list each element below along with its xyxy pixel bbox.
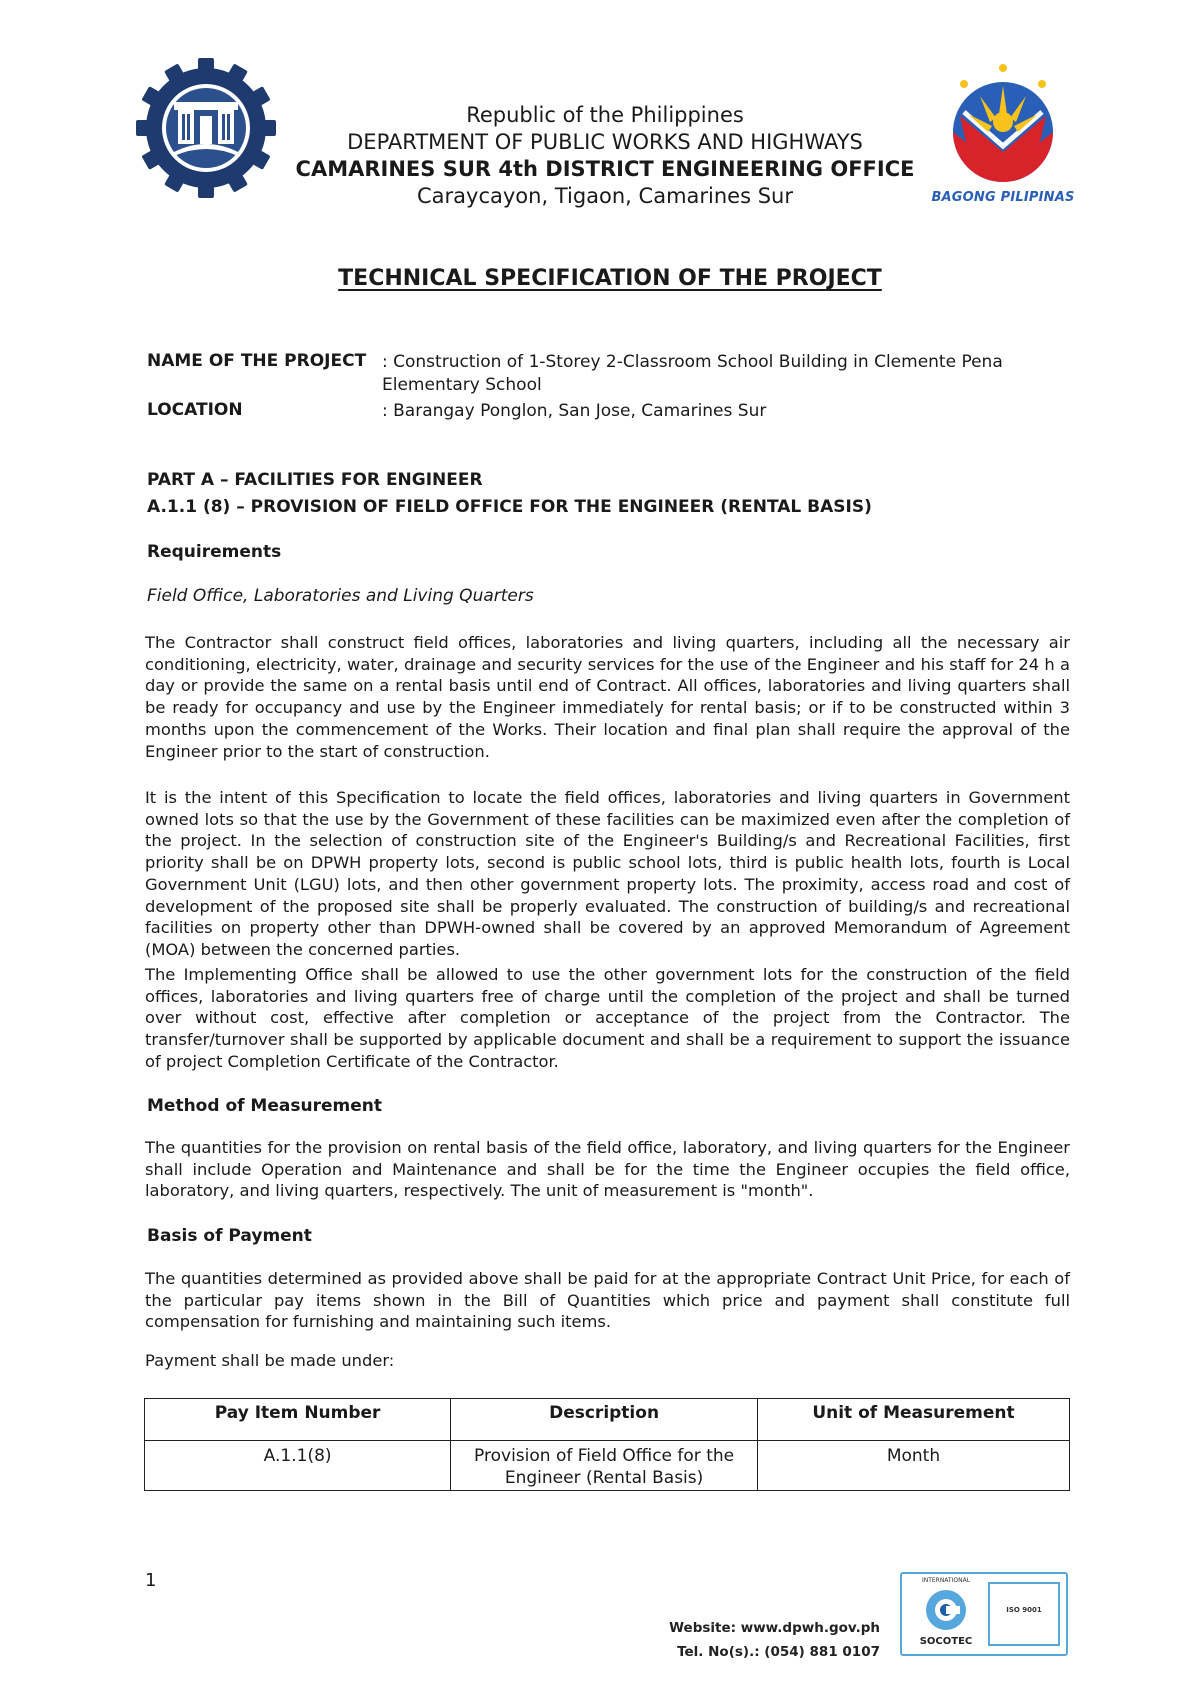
cell-unit: Month	[757, 1441, 1069, 1491]
pay-item-table	[144, 1398, 1070, 1491]
table-header-row	[145, 1399, 1070, 1441]
letterhead	[280, 102, 930, 210]
document-title: TECHNICAL SPECIFICATION OF THE PROJECT	[338, 266, 882, 291]
letterhead-department: DEPARTMENT OF PUBLIC WORKS AND HIGHWAYS	[347, 130, 863, 154]
payment-made-under: Payment shall be made under:	[145, 1351, 395, 1370]
measurement-heading: Method of Measurement	[147, 1096, 382, 1116]
cert-iso-label: ISO 9001	[1006, 1606, 1042, 1614]
header-pay-item-number: Pay Item Number	[145, 1399, 451, 1441]
requirements-paragraph-2: It is the intent of this Specification to locate the field offices, laboratories and living quarters in Government owned lots so that the use by the Government of these facilities can be maximized even after the completion of the project. In the selection of construction site of the Engineer's Building/s and Recreational Facilities, first priority shall be on DPWH property lots, second is public school lots, third is public health lots, fourth is Local Government Unit (LGU) lots, and then other government property lots. The proximity, access road and cost of development of the proposed site shall be properly evaluated. The construction of building/s and recreational facilities on property other than DPWH-owned shall be covered by an approved Memorandum of Agreement (MOA) between the concerned parties.	[145, 788, 1070, 959]
footer-telephone: Tel. No(s).: (054) 881 0107	[677, 1644, 880, 1660]
requirements-subheading: Field Office, Laboratories and Living Quarters	[147, 586, 534, 606]
header-description: Description	[451, 1399, 758, 1441]
requirements-paragraph-3: The Implementing Office shall be allowed to use the other government lots for the construction of the field offices, laboratories and living quarters free of charge until the completion of the project and shall be turned over without cost, effective after completion or acceptance of the project from the Contractor. The transfer/turnover shall be supported by applicable document and shall be a requirement to support the issuance of project Completion Certificate of the Contractor.	[145, 965, 1070, 1071]
project-name-value: : Construction of 1-Storey 2-Classroom School Building in Clemente Pena Elementary School	[382, 352, 1003, 395]
payment-paragraph: The quantities determined as provided above shall be paid for at the appropriate Contract Unit Price, for each of the particular pay items shown in the Bill of Quantities which price and payment shall constitute full compensation for furnishing and maintaining such items.	[145, 1269, 1070, 1332]
header-unit-of-measurement: Unit of Measurement	[757, 1399, 1069, 1441]
socotec-logo-icon	[924, 1588, 968, 1632]
cert-iso-box	[988, 1582, 1060, 1646]
table-row	[145, 1441, 1070, 1491]
location-label: LOCATION	[147, 400, 243, 420]
requirements-heading: Requirements	[147, 542, 282, 562]
letterhead-country: Republic of the Philippines	[466, 103, 744, 127]
measurement-paragraph: The quantities for the provision on rental basis of the field office, laboratory, and living quarters for the Engineer shall include Operation and Maintenance and shall be for the time the Engineer occupies the field office, laboratory, and living quarters, respectively. The unit of measurement is "month".	[145, 1138, 1070, 1201]
project-name-label: NAME OF THE PROJECT	[147, 351, 367, 371]
brand-logo-text: BAGONG PILIPINAS	[931, 190, 1075, 205]
letterhead-office: CAMARINES SUR 4th DISTRICT ENGINEERING OFFICE	[295, 157, 915, 181]
part-heading: PART A – FACILITIES FOR ENGINEER	[147, 470, 483, 490]
dpwh-logo	[134, 56, 278, 200]
letterhead-address: Caraycayon, Tigaon, Camarines Sur	[417, 184, 793, 208]
bagong-pilipinas-logo	[930, 56, 1076, 206]
cell-pay-item-number: A.1.1(8)	[145, 1441, 451, 1491]
cert-name: SOCOTEC	[919, 1636, 973, 1647]
payment-heading: Basis of Payment	[147, 1226, 312, 1246]
footer-contact	[640, 1616, 880, 1664]
cert-ring-text: INTERNATIONAL	[921, 1577, 971, 1584]
page-number: 1	[145, 1570, 157, 1591]
cell-description: Provision of Field Office for the Engineer (Rental Basis)	[451, 1441, 758, 1491]
requirements-paragraph-1: The Contractor shall construct field offices, laboratories and living quarters, including all the necessary air conditioning, electricity, water, drainage and security services for the use of the Engineer and his staff for 24 h a day or provide the same on a rental basis until end of Contract. All offices, laboratories and living quarters shall be ready for occupancy and use by the Engineer immediately for rental basis; or if to be constructed within 3 months upon the commencement of the Works. Their location and final plan shall require the approval of the Engineer prior to the start of construction.	[145, 633, 1070, 761]
footer-website: Website: www.dpwh.gov.ph	[669, 1620, 880, 1636]
location-value: : Barangay Ponglon, San Jose, Camarines Sur	[382, 401, 767, 421]
item-heading: A.1.1 (8) – PROVISION OF FIELD OFFICE FOR THE ENGINEER (RENTAL BASIS)	[147, 497, 872, 517]
certification-badge	[900, 1572, 1068, 1656]
